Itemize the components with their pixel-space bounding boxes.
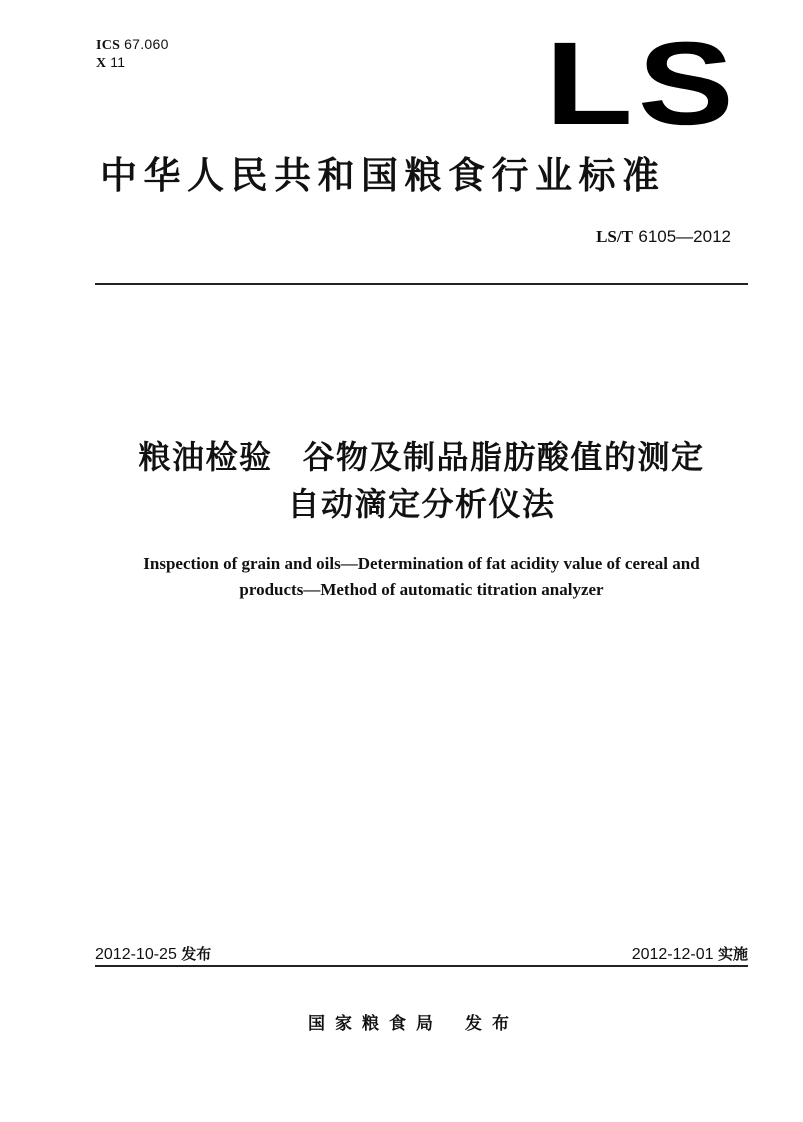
chinese-title-line-1	[95, 433, 748, 481]
category-label: X	[96, 56, 107, 71]
chinese-title-line-2: 自动滴定分析仪法	[287, 485, 556, 523]
publisher	[308, 1012, 519, 1036]
publisher-name: 国家粮食局	[308, 1014, 443, 1034]
standard-code-number: 6105—2012	[638, 227, 731, 246]
header-divider	[95, 283, 748, 285]
publisher-action: 发布	[465, 1014, 519, 1034]
standard-code	[596, 226, 731, 248]
issue-date-label: 发布	[181, 945, 212, 963]
implementation-date-label: 实施	[717, 945, 748, 963]
ics-label: ICS	[96, 38, 121, 53]
implementation-date	[632, 944, 748, 965]
classification-codes	[96, 36, 169, 72]
issue-date	[95, 944, 211, 965]
issue-date-value: 2012-10-25	[95, 946, 177, 963]
standard-title: 中华人民共和国粮食行业标准	[100, 154, 666, 197]
chinese-title-category: 粮油检验	[138, 438, 273, 476]
english-title-line-1: Inspection of grain and oils—Determination of fat acidity value of cereal and	[143, 554, 700, 573]
implementation-date-value: 2012-12-01	[631, 946, 714, 963]
english-title-line-2: products—Method of automatic titration analyzer	[239, 580, 604, 599]
ics-code	[96, 36, 169, 54]
ics-number: 67.060	[124, 36, 169, 52]
category-code	[96, 54, 169, 72]
ls-logo: LS	[545, 18, 739, 150]
category-number: 11	[110, 54, 126, 70]
chinese-title-subject: 谷物及制品脂肪酸值的测定	[302, 438, 705, 476]
footer-divider	[95, 965, 748, 967]
standard-code-prefix: LS/T	[596, 227, 633, 246]
